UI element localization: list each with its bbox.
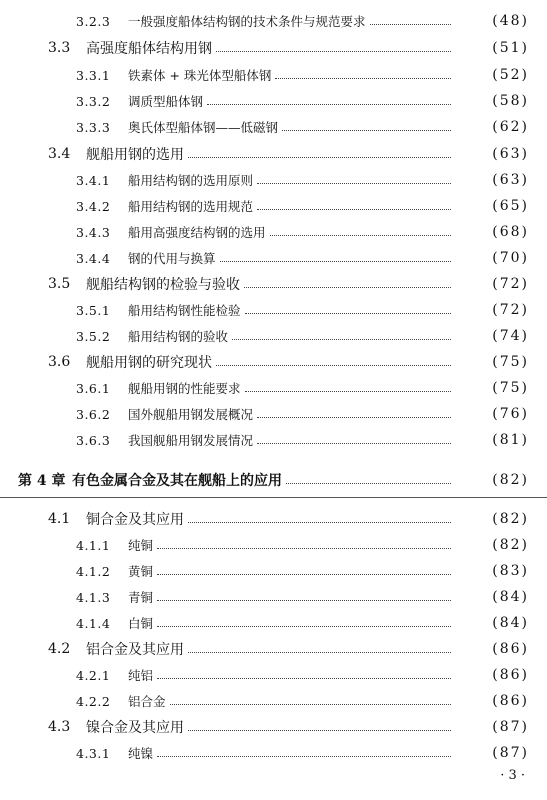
section-number: 3.3 bbox=[48, 40, 71, 56]
dot-leader bbox=[216, 50, 451, 52]
section-title: 白铜 bbox=[128, 616, 154, 631]
section-number: 4.2.1 bbox=[76, 667, 111, 683]
toc-entry[interactable] bbox=[0, 143, 547, 165]
page-number: (86) bbox=[492, 641, 529, 657]
dot-leader bbox=[257, 182, 451, 184]
section-title: 一般强度船体结构钢的技术条件与规范要求 bbox=[128, 14, 366, 29]
toc-entry[interactable] bbox=[0, 742, 547, 764]
page-number: (72) bbox=[492, 276, 529, 292]
toc-entry[interactable] bbox=[0, 560, 547, 582]
section-number: 3.6.1 bbox=[76, 380, 111, 396]
section-number: 4.2 bbox=[48, 641, 71, 657]
dot-leader bbox=[188, 729, 451, 731]
section-number: 4.2.2 bbox=[76, 693, 111, 709]
section-number: 3.5 bbox=[48, 276, 71, 292]
toc-entry[interactable] bbox=[0, 325, 547, 347]
section-title: 铁素体 + 珠光体型船体钢 bbox=[128, 68, 272, 83]
page-number: (65) bbox=[492, 198, 529, 214]
page-number: (58) bbox=[492, 93, 529, 109]
toc-entry[interactable] bbox=[0, 690, 547, 712]
toc-entry[interactable] bbox=[0, 273, 547, 295]
dot-leader bbox=[216, 364, 451, 366]
page-number: (75) bbox=[492, 380, 529, 396]
section-number: 3.3.1 bbox=[76, 67, 111, 83]
chapter-title: 有色金属合金及其在舰船上的应用 bbox=[72, 473, 282, 489]
section-title: 船用结构钢的选用原则 bbox=[128, 173, 254, 188]
section-title: 青铜 bbox=[128, 590, 154, 605]
section-title: 钢的代用与换算 bbox=[128, 251, 216, 266]
dot-leader bbox=[370, 23, 451, 25]
toc-entry[interactable] bbox=[0, 612, 547, 634]
toc-entry[interactable] bbox=[0, 116, 547, 138]
page-number: (87) bbox=[492, 719, 529, 735]
section-number: 4.1.1 bbox=[76, 537, 111, 553]
section-number: 3.4.1 bbox=[76, 172, 111, 188]
dot-leader bbox=[244, 286, 451, 288]
dot-leader bbox=[157, 573, 451, 575]
page-number: (82) bbox=[492, 511, 529, 527]
dot-leader bbox=[157, 755, 451, 757]
dot-leader bbox=[257, 442, 451, 444]
section-number: 3.5.1 bbox=[76, 302, 111, 318]
dot-leader bbox=[245, 390, 451, 392]
page-number: (75) bbox=[492, 354, 529, 370]
section-number: 3.4 bbox=[48, 146, 71, 162]
page-number: (52) bbox=[492, 67, 529, 83]
toc-entry[interactable] bbox=[0, 169, 547, 191]
dot-leader bbox=[188, 651, 451, 653]
dot-leader bbox=[157, 599, 451, 601]
section-number: 3.6.2 bbox=[76, 406, 111, 422]
page-number: (84) bbox=[492, 589, 529, 605]
dot-leader bbox=[188, 521, 451, 523]
page-number: (84) bbox=[492, 615, 529, 631]
dot-leader bbox=[207, 103, 451, 105]
section-title: 船用结构钢的验收 bbox=[128, 329, 229, 344]
toc-entry[interactable] bbox=[0, 586, 547, 608]
page-number: (51) bbox=[492, 40, 529, 56]
dot-leader bbox=[275, 77, 451, 79]
toc-entry[interactable] bbox=[0, 221, 547, 243]
section-title: 船用结构钢的选用规范 bbox=[128, 199, 254, 214]
section-title: 铜合金及其应用 bbox=[86, 512, 184, 528]
section-number: 3.6 bbox=[48, 354, 71, 370]
section-title: 船用高强度结构钢的选用 bbox=[128, 225, 266, 240]
page-number: (48) bbox=[492, 13, 529, 29]
section-title: 纯铜 bbox=[128, 538, 154, 553]
section-number: 3.2.3 bbox=[76, 13, 111, 29]
section-title: 奥氏体型船体钢——低磁钢 bbox=[128, 120, 279, 135]
section-title: 铝合金 bbox=[128, 694, 166, 709]
toc-entry[interactable] bbox=[0, 429, 547, 451]
page-number: (68) bbox=[492, 224, 529, 240]
section-number: 3.4.3 bbox=[76, 224, 111, 240]
chapter-divider bbox=[0, 497, 547, 498]
dot-leader bbox=[257, 416, 451, 418]
section-number: 3.4.2 bbox=[76, 198, 111, 214]
section-title: 舰船用钢的研究现状 bbox=[86, 355, 212, 371]
section-title: 纯铝 bbox=[128, 668, 154, 683]
section-number: 3.6.3 bbox=[76, 432, 111, 448]
page-number: (63) bbox=[492, 172, 529, 188]
section-title: 船用结构钢性能检验 bbox=[128, 303, 241, 318]
section-title: 铝合金及其应用 bbox=[86, 642, 184, 658]
toc-entry[interactable] bbox=[0, 37, 547, 59]
section-number: 3.3.3 bbox=[76, 119, 111, 135]
page-number: (82) bbox=[492, 472, 529, 488]
section-number: 3.3.2 bbox=[76, 93, 111, 109]
section-title: 高强度船体结构用钢 bbox=[86, 41, 212, 57]
section-number: 3.5.2 bbox=[76, 328, 111, 344]
dot-leader bbox=[157, 547, 451, 549]
toc-entry[interactable] bbox=[0, 403, 547, 425]
dot-leader bbox=[257, 208, 451, 210]
dot-leader bbox=[157, 677, 451, 679]
dot-leader bbox=[157, 625, 451, 627]
dot-leader bbox=[170, 703, 451, 705]
dot-leader bbox=[220, 260, 451, 262]
section-title: 调质型船体钢 bbox=[128, 94, 204, 109]
page-number: (81) bbox=[492, 432, 529, 448]
page-number: (63) bbox=[492, 146, 529, 162]
section-number: 4.3 bbox=[48, 719, 71, 735]
page-number: (86) bbox=[492, 667, 529, 683]
dot-leader bbox=[232, 338, 451, 340]
toc-entry[interactable] bbox=[0, 377, 547, 399]
toc-entry[interactable] bbox=[0, 351, 547, 373]
section-number: 3.4.4 bbox=[76, 250, 111, 266]
section-title: 舰船用钢的选用 bbox=[86, 147, 184, 163]
section-number: 4.1.3 bbox=[76, 589, 111, 605]
page-number: (62) bbox=[492, 119, 529, 135]
toc-entry[interactable] bbox=[0, 247, 547, 269]
section-title: 国外舰船用钢发展概况 bbox=[128, 407, 254, 422]
toc-entry[interactable] bbox=[0, 508, 547, 530]
section-number: 4.1 bbox=[48, 511, 71, 527]
page-number: (70) bbox=[492, 250, 529, 266]
toc-entry[interactable] bbox=[0, 638, 547, 660]
page-number: (76) bbox=[492, 406, 529, 422]
page-number: (82) bbox=[492, 537, 529, 553]
page-number: (83) bbox=[492, 563, 529, 579]
page-number: (72) bbox=[492, 302, 529, 318]
page-number: (86) bbox=[492, 693, 529, 709]
chapter-number: 第 4 章 bbox=[18, 473, 66, 489]
section-number: 4.1.4 bbox=[76, 615, 111, 631]
section-title: 镍合金及其应用 bbox=[86, 720, 184, 736]
toc-entry[interactable] bbox=[0, 664, 547, 686]
section-title: 舰船结构钢的检验与验收 bbox=[86, 277, 240, 293]
toc-entry[interactable] bbox=[0, 299, 547, 321]
dot-leader bbox=[282, 129, 451, 131]
chapter-entry[interactable] bbox=[0, 469, 547, 491]
section-number: 4.3.1 bbox=[76, 745, 111, 761]
dot-leader bbox=[245, 312, 451, 314]
section-title: 舰船用钢的性能要求 bbox=[128, 381, 241, 396]
page-number: (87) bbox=[492, 745, 529, 761]
section-title: 我国舰船用钢发展情况 bbox=[128, 433, 254, 448]
section-title: 纯镍 bbox=[128, 746, 154, 761]
dot-leader bbox=[188, 156, 451, 158]
toc-entry[interactable] bbox=[0, 90, 547, 112]
page-number: (74) bbox=[492, 328, 529, 344]
section-title: 黄铜 bbox=[128, 564, 154, 579]
page-folio: · 3 · bbox=[500, 768, 525, 783]
toc-entry[interactable] bbox=[0, 716, 547, 738]
section-number: 4.1.2 bbox=[76, 563, 111, 579]
toc-entry[interactable] bbox=[0, 534, 547, 556]
dot-leader bbox=[270, 234, 451, 236]
toc-entry[interactable] bbox=[0, 195, 547, 217]
toc-entry[interactable] bbox=[0, 64, 547, 86]
dot-leader bbox=[286, 482, 451, 484]
toc-entry[interactable] bbox=[0, 10, 547, 32]
